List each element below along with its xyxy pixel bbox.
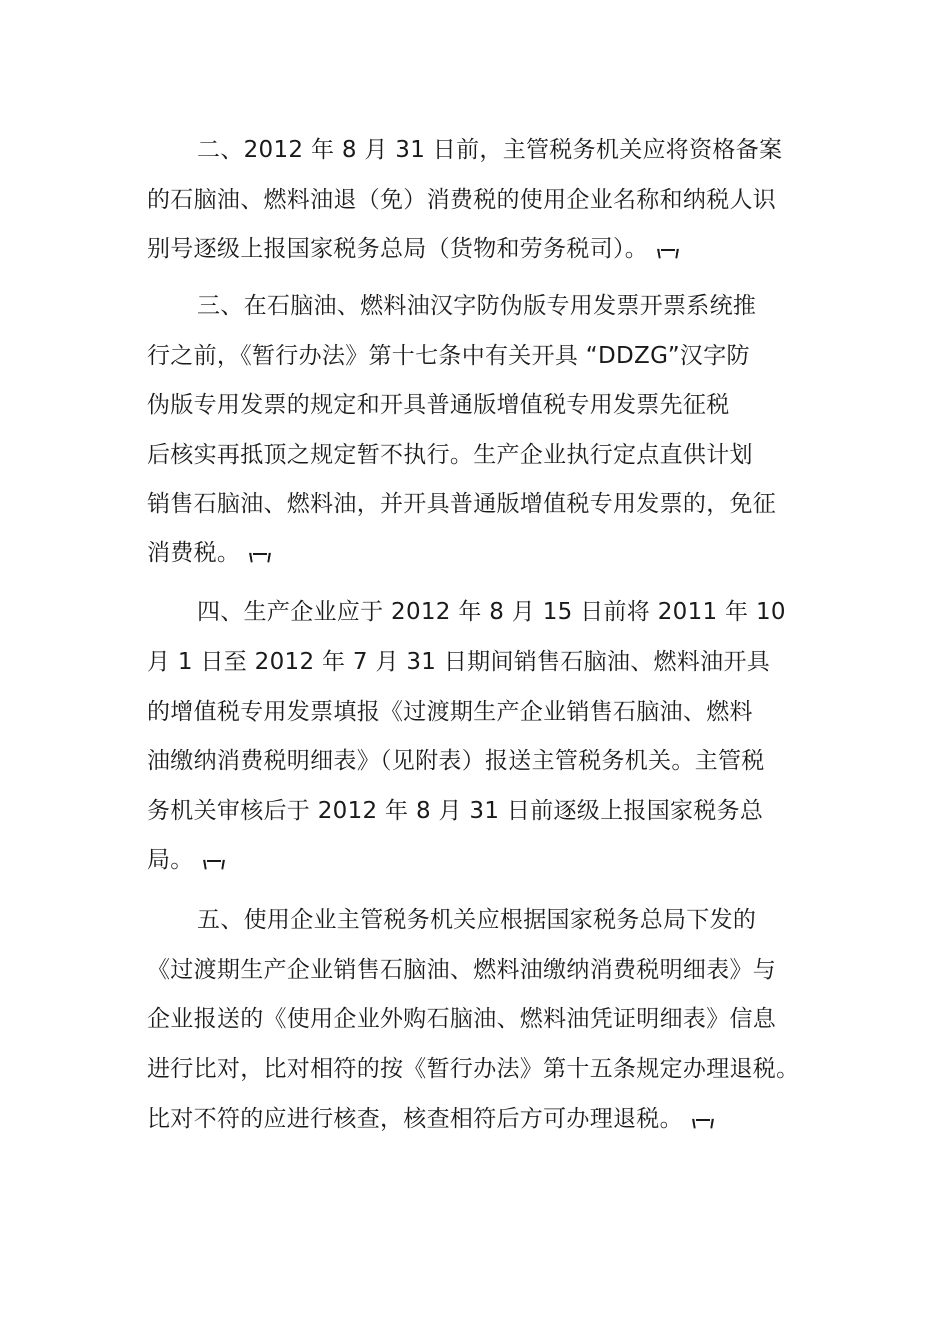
paragraph-line: 油缴纳消费税明细表》（见附表）报送主管税务机关。主管税 — [147, 748, 765, 774]
paragraph-line: 销售石脑油、燃料油，并开具普通版增值税专用发票的，免征 — [147, 491, 777, 517]
paragraph-line: 别号逐级上报国家税务总局（货物和劳务税司）。 — [147, 236, 649, 262]
paragraph-line-with-mark — [147, 538, 270, 568]
paragraph-line: 比对不符的应进行核查，核查相符后方可办理退税。 — [147, 1106, 683, 1132]
paragraph-line: 的增值税专用发票填报《过渡期生产企业销售石脑油、燃料 — [147, 699, 753, 725]
paragraph-line-with-mark — [147, 234, 678, 264]
paragraph-line: 四、生产企业应于 2012 年 8 月 15 日前将 2011 年 10 — [197, 599, 786, 625]
paragraph-line: 企业报送的《使用企业外购石脑油、燃料油凭证明细表》信息 — [147, 1006, 777, 1032]
paragraph-line: 《过渡期生产企业销售石脑油、燃料油缴纳消费税明细表》与 — [147, 957, 777, 983]
paragraph-line: 五、使用企业主管税务机关应根据国家税务总局下发的 — [197, 907, 757, 933]
paragraph-line: 伪版专用发票的规定和开具普通版增值税专用发票先征税 — [147, 392, 730, 418]
paragraph-line: 消费税。 — [147, 540, 241, 566]
paragraph-line-with-mark — [147, 1104, 713, 1134]
paragraph-line: 的石脑油、燃料油退（免）消费税的使用企业名称和纳税人识 — [147, 187, 777, 213]
paragraph-mark-icon — [250, 551, 270, 563]
paragraph-line: 行之前，《暂行办法》第十七条中有关开具 “DDZG”汉字防 — [147, 343, 750, 369]
paragraph-line-with-mark — [147, 845, 224, 875]
paragraph-mark-icon — [693, 1117, 713, 1129]
paragraph-line: 二、2012 年 8 月 31 日前，主管税务机关应将资格备案 — [197, 137, 783, 163]
paragraph-line: 局。 — [147, 847, 194, 873]
paragraph-line: 后核实再抵顶之规定暂不执行。生产企业执行定点直供计划 — [147, 442, 753, 468]
paragraph-mark-icon — [204, 858, 224, 870]
paragraph-mark-icon — [658, 247, 678, 259]
paragraph-line: 进行比对，比对相符的按《暂行办法》第十五条规定办理退税。 — [147, 1056, 800, 1082]
paragraph-line: 三、在石脑油、燃料油汉字防伪版专用发票开票系统推 — [197, 293, 757, 319]
paragraph-line: 月 1 日至 2012 年 7 月 31 日期间销售石脑油、燃料油开具 — [147, 649, 771, 675]
paragraph-line: 务机关审核后于 2012 年 8 月 31 日前逐级上报国家税务总 — [147, 798, 764, 824]
